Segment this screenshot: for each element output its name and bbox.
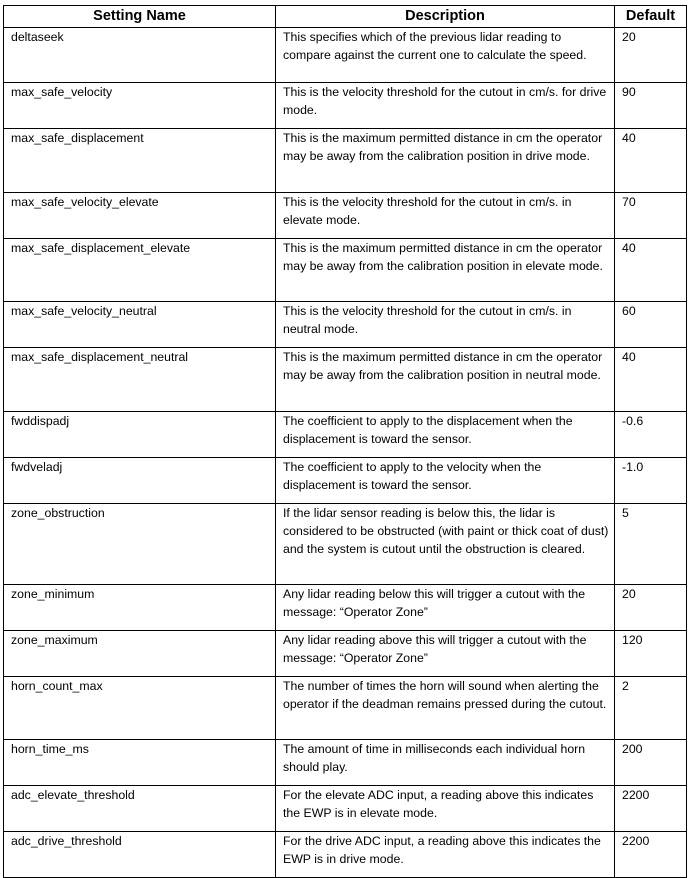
default-value-cell: -0.6 [615,412,687,458]
table-row [4,677,687,740]
table-row [4,832,687,878]
setting-name-cell: deltaseek [4,28,276,83]
default-value-cell: 60 [615,302,687,348]
description-cell: This is the velocity threshold for the cutout in cm/s. in neutral mode. [276,302,615,348]
description-cell: Any lidar reading below this will trigger a cutout with the message: “Operator Zone” [276,585,615,631]
setting-name-cell: zone_minimum [4,585,276,631]
description-cell: For the elevate ADC input, a reading above this indicates the EWP is in elevate mode. [276,786,615,832]
table-row [4,83,687,129]
default-value-cell: 5 [615,504,687,585]
setting-name-cell: max_safe_displacement [4,129,276,193]
description-cell: The amount of time in milliseconds each individual horn should play. [276,740,615,786]
default-value-cell: 2200 [615,786,687,832]
header-default: Default [615,6,687,28]
setting-name-cell: horn_time_ms [4,740,276,786]
setting-name-cell: max_safe_velocity_elevate [4,193,276,239]
table-row [4,585,687,631]
default-value-cell: 70 [615,193,687,239]
description-cell: This is the maximum permitted distance in cm the operator may be away from the calibration position in elevate mode. [276,239,615,302]
default-value-cell: 20 [615,585,687,631]
setting-name-cell: adc_elevate_threshold [4,786,276,832]
table-row [4,28,687,83]
description-cell: This is the maximum permitted distance in cm the operator may be away from the calibration position in neutral mode. [276,348,615,412]
setting-name-cell: max_safe_displacement_elevate [4,239,276,302]
description-cell: This is the maximum permitted distance in cm the operator may be away from the calibration position in drive mode. [276,129,615,193]
default-value-cell: 2200 [615,832,687,878]
table-row [4,239,687,302]
setting-name-cell: max_safe_velocity_neutral [4,302,276,348]
table-row [4,504,687,585]
setting-name-cell: adc_drive_threshold [4,832,276,878]
description-cell: This specifies which of the previous lidar reading to compare against the current one to calculate the speed. [276,28,615,83]
table-row [4,631,687,677]
default-value-cell: 20 [615,28,687,83]
table-row [4,786,687,832]
header-row [4,6,687,28]
default-value-cell: 2 [615,677,687,740]
table-row [4,193,687,239]
description-cell: If the lidar sensor reading is below this, the lidar is considered to be obstructed (with paint or thick coat of dust) and the system is cutout until the obstruction is cleared. [276,504,615,585]
default-value-cell: 200 [615,740,687,786]
table-row [4,302,687,348]
default-value-cell: 40 [615,348,687,412]
default-value-cell: 120 [615,631,687,677]
default-value-cell: 90 [615,83,687,129]
setting-name-cell: zone_maximum [4,631,276,677]
setting-name-cell: fwddispadj [4,412,276,458]
table-row [4,740,687,786]
description-cell: The coefficient to apply to the displacement when the displacement is toward the sensor. [276,412,615,458]
description-cell: For the drive ADC input, a reading above this indicates the EWP is in drive mode. [276,832,615,878]
table-row [4,348,687,412]
description-cell: Any lidar reading above this will trigger a cutout with the message: “Operator Zone” [276,631,615,677]
header-setting-name: Setting Name [4,6,276,28]
default-value-cell: 40 [615,239,687,302]
table-row [4,129,687,193]
table-row [4,412,687,458]
default-value-cell: -1.0 [615,458,687,504]
setting-name-cell: zone_obstruction [4,504,276,585]
default-value-cell: 40 [615,129,687,193]
description-cell: This is the velocity threshold for the cutout in cm/s. in elevate mode. [276,193,615,239]
description-cell: The number of times the horn will sound when alerting the operator if the deadman remains pressed during the cutout. [276,677,615,740]
description-cell: This is the velocity threshold for the cutout in cm/s. for drive mode. [276,83,615,129]
setting-name-cell: fwdveladj [4,458,276,504]
description-cell: The coefficient to apply to the velocity when the displacement is toward the sensor. [276,458,615,504]
setting-name-cell: max_safe_displacement_neutral [4,348,276,412]
header-description: Description [276,6,615,28]
setting-name-cell: max_safe_velocity [4,83,276,129]
table-row [4,458,687,504]
setting-name-cell: horn_count_max [4,677,276,740]
settings-table [3,5,687,878]
